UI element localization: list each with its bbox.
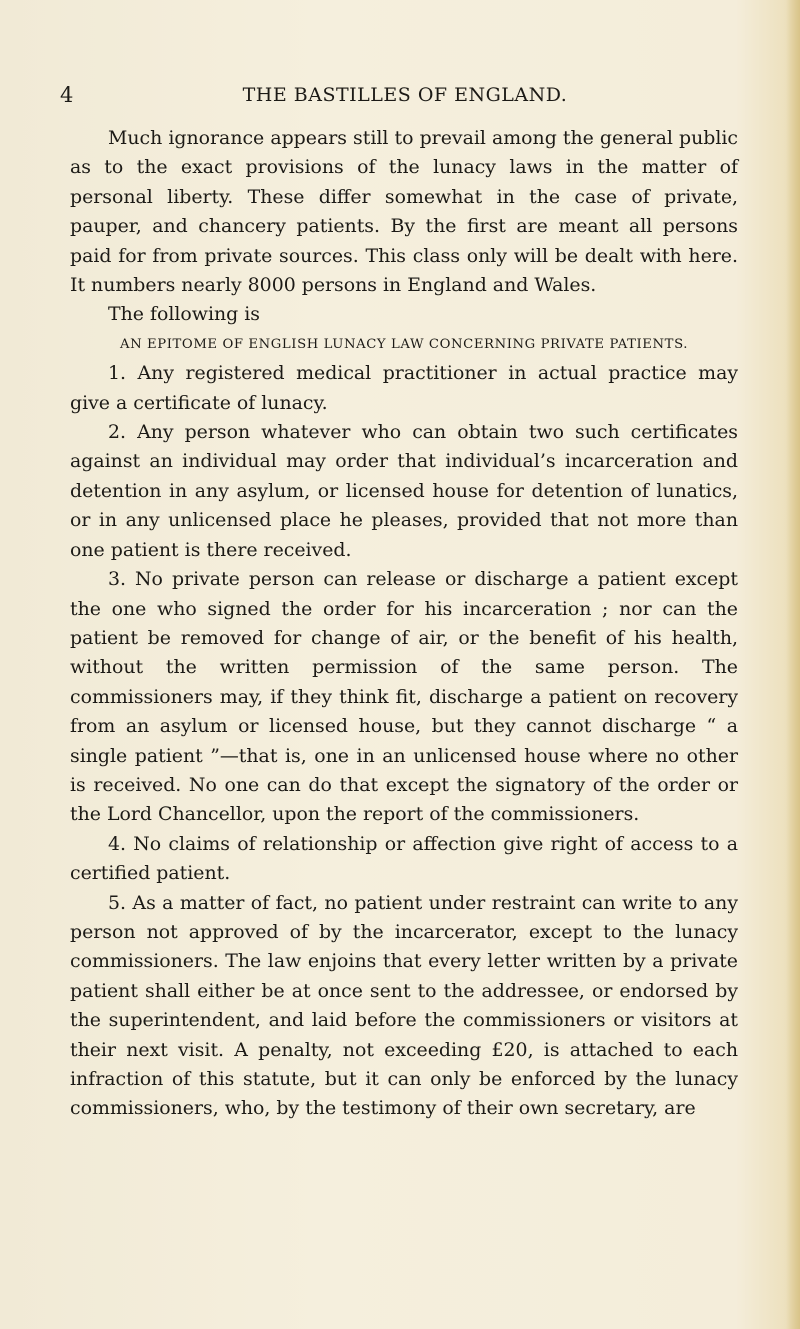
- page-number: 4: [60, 83, 74, 107]
- intro-paragraph: Much ignorance appears still to prevail among the general public as to the exact provisions of the lunacy laws in the matter of personal liberty. These differ somewhat in the case of private, pauper, and chancery patients. By the first are meant all persons paid for from private sources. This class only will be dealt with here. It numbers nearly 8000 persons in England and Wales.: [70, 127, 738, 297]
- list-item: 1. Any registered medical practitioner in actual practice may give a certificate of lunacy.: [70, 362, 738, 414]
- list-item: 3. No private person can release or discharge a patient except the one who signed the order for his incarceration ; nor can the patient be removed for change of air, or the benefit of his health, without the written permission of the same person. The commissioners may, if they think fit, discharge a patient on recovery from an asylum or licensed house, but they cannot discharge “ a single patient ”—that is, one in an unlicensed house where no other is received. No one can do that except the signatory of the order or the Lord Chancellor, upon the report of the commissioners.: [70, 568, 738, 826]
- running-title: THE BASTILLES OF ENGLAND.: [242, 84, 568, 106]
- page-body: [70, 124, 738, 1124]
- list-item: 5. As a matter of fact, no patient under restraint can write to any person not approved of by the incarcerator, except to the lunacy commissioners. The law enjoins that every letter written by a private patient shall either be at once sent to the addressee, or endorsed by the superintendent, and laid before the commissioners or visitors at their next visit. A penalty, not exceeding £20, is attached to each infraction of this statute, but it can only be enforced by the lunacy commissioners, who, by the testimony of their own secretary, are: [70, 891, 738, 1120]
- list-item: 4. No claims of relationship or affection give right of access to a certified patient.: [70, 832, 738, 885]
- lead-in-paragraph: The following is: [108, 303, 260, 326]
- list-item: 2. Any person whatever who can obtain two such certificates against an individual may order that individual’s incarceration and detention in any asylum, or licensed house for detention of lunatics, or in any unlicensed place he pleases, provided that not more than one patient is there received.: [70, 421, 738, 561]
- page-edge-shadow: [786, 0, 800, 1329]
- page-header: [60, 80, 750, 110]
- section-heading: AN EPITOME OF ENGLISH LUNACY LAW CONCERNING PRIVATE PATIENTS.: [119, 336, 689, 352]
